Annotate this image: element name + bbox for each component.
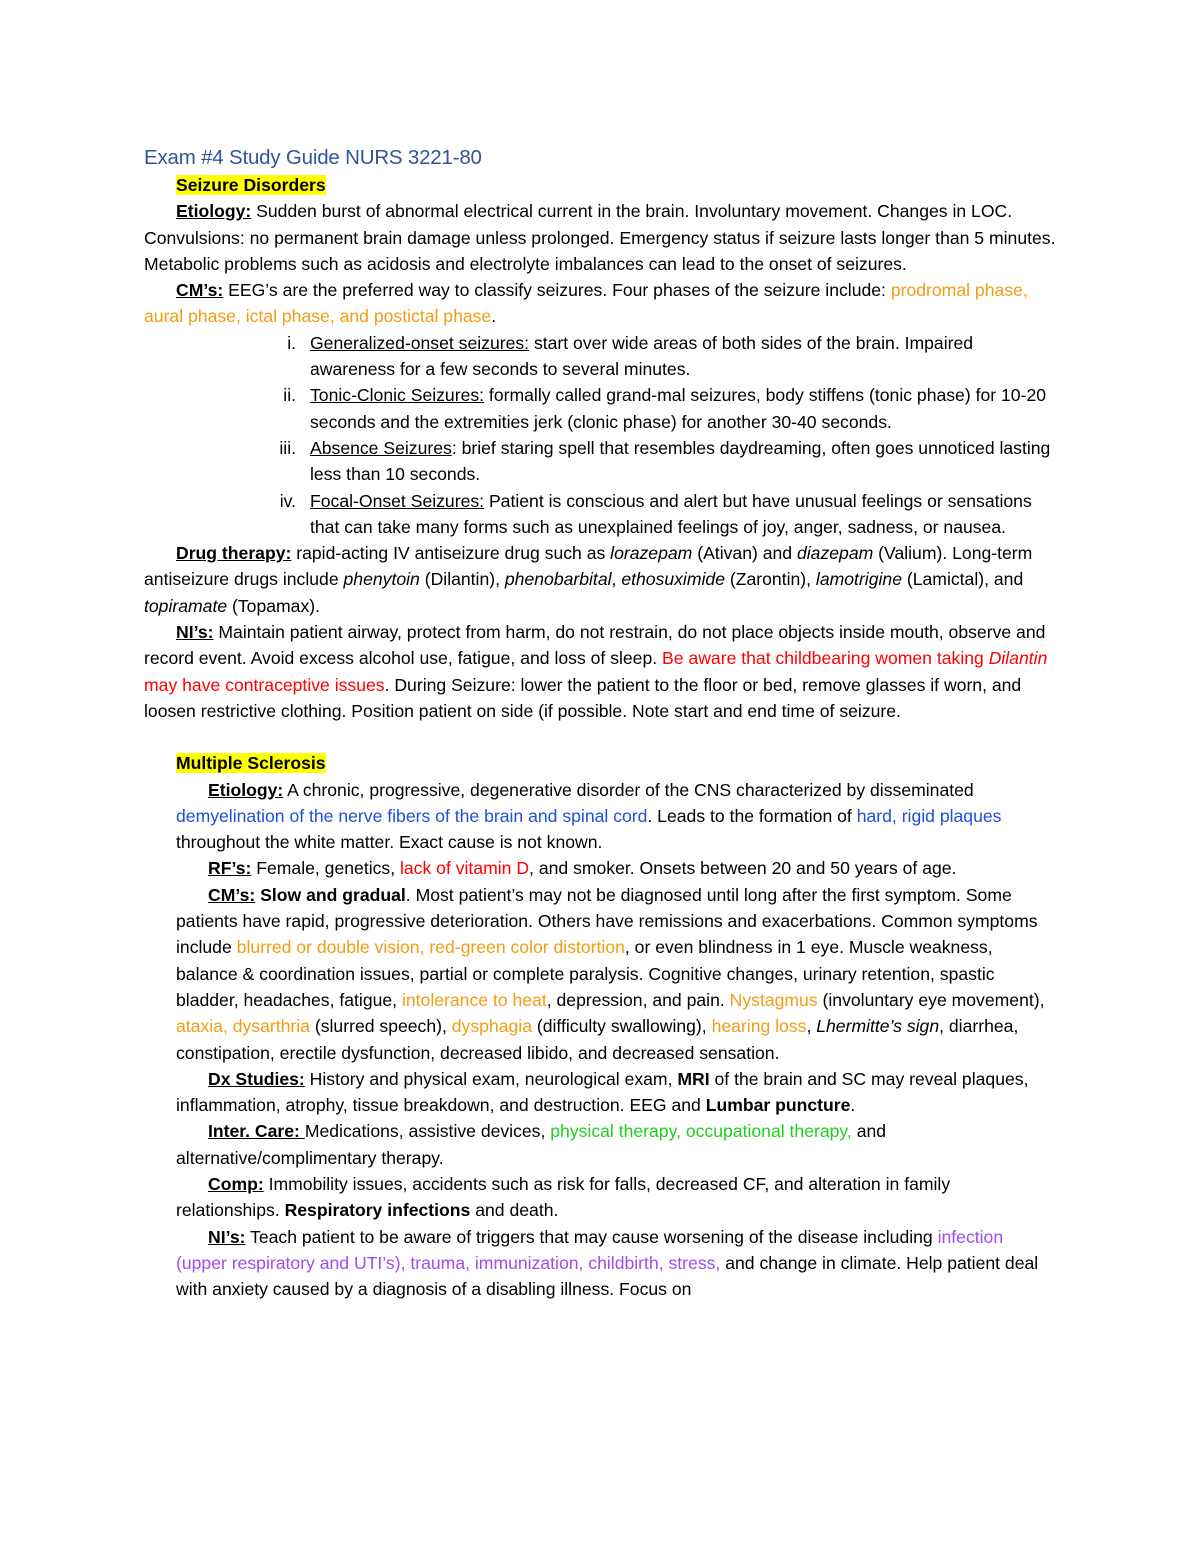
list-text: formally called grand-mal seizures, body stiffens (tonic phase) for 10-20 seconds and the extremities jerk (clonic phase) for another 30-40 seconds. bbox=[310, 385, 1047, 432]
section-heading-seizure bbox=[144, 172, 1056, 198]
list-item bbox=[144, 330, 1056, 383]
drug-text: (Valium). Long-term antiseizure drugs include bbox=[144, 543, 1033, 590]
drug-name: lamotrigine bbox=[815, 569, 902, 590]
cms-text: (difficulty swallowing), bbox=[531, 1016, 712, 1037]
drug-text: , bbox=[611, 569, 622, 590]
ms-cms bbox=[144, 882, 1056, 1066]
dx-text: History and physical exam, neurological exam, bbox=[304, 1068, 678, 1089]
list-term: Generalized-onset seizures: bbox=[310, 332, 530, 353]
drug-name: ethosuximide bbox=[621, 569, 725, 590]
etiology-text: A chronic, progressive, degenerative disorder of the CNS characterized by disseminated bbox=[283, 779, 974, 800]
nis-warning: Be aware that childbearing women taking bbox=[662, 648, 989, 669]
cms-symptom: blurred or double vision, red-green color distortion bbox=[236, 937, 625, 958]
drug-name: topiramate bbox=[144, 595, 228, 616]
drug-text: (Lamictal), and bbox=[901, 569, 1024, 590]
seizure-drug-therapy bbox=[144, 540, 1056, 619]
nis-warning-drug: Dilantin bbox=[988, 648, 1048, 669]
list-number: iv. bbox=[279, 490, 296, 511]
inter-emphasis: physical therapy, occupational therapy, bbox=[550, 1121, 852, 1142]
etiology-text: Sudden burst of abnormal electrical current in the brain. Involuntary movement. Changes in LOC. Convulsions: no permanent brain damage unless prolonged. Emergency status if seizure lasts longer than 5 minutes. Metabolic problems such as acidosis and electrolyte imbalances can lead to the onset of seizures. bbox=[144, 201, 1056, 274]
rfs-emphasis: lack of vitamin D bbox=[399, 858, 530, 879]
list-term: Focal-Onset Seizures: bbox=[310, 490, 485, 511]
cms-text: , bbox=[806, 1016, 817, 1037]
cms-symptom: hearing loss bbox=[711, 1016, 807, 1037]
cms-text: , depression, and pain. bbox=[546, 989, 730, 1010]
cms-symptom: dysphagia bbox=[451, 1016, 532, 1037]
nis-label: NI’s: bbox=[208, 1226, 246, 1247]
ms-inter-care bbox=[144, 1118, 1056, 1171]
seizure-etiology bbox=[144, 198, 1056, 277]
rfs-text: Female, genetics, bbox=[251, 858, 400, 879]
nis-text: . During Seizure: lower the patient to the floor or bed, remove glasses if worn, and loosen restrictive clothing. Position patient on side (if possible. Note start and end time of seizure. bbox=[144, 674, 1022, 721]
etiology-label: Etiology: bbox=[176, 201, 252, 222]
dx-text: of the brain and SC may reveal plaques, inflammation, atrophy, tissue breakdown, and destruction. EEG and bbox=[176, 1068, 1029, 1116]
nis-warning: may have contraceptive issues bbox=[144, 674, 385, 695]
cms-sign: Lhermitte’s sign bbox=[816, 1016, 940, 1037]
heading-text: Multiple Sclerosis bbox=[176, 753, 326, 774]
ms-complications bbox=[144, 1171, 1056, 1224]
heading-text: Seizure Disorders bbox=[176, 175, 326, 195]
drug-text: rapid-acting IV antiseizure drug such as bbox=[291, 543, 611, 564]
seizure-types-list bbox=[144, 330, 1056, 540]
document-body bbox=[144, 144, 1056, 1302]
list-term: Tonic-Clonic Seizures: bbox=[310, 385, 485, 406]
drug-name: diazepam bbox=[796, 543, 874, 564]
etiology-label: Etiology: bbox=[208, 779, 284, 800]
cms-text: , diarrhea, constipation, erectile dysfunction, decreased libido, and decreased sensation. bbox=[176, 1016, 1019, 1063]
comp-text: Immobility issues, accidents such as risk for falls, decreased CF, and alteration in family relationships. bbox=[176, 1173, 951, 1221]
dx-label: Dx Studies: bbox=[208, 1068, 305, 1089]
cms-text: (slurred speech), bbox=[309, 1016, 452, 1037]
etiology-text: throughout the white matter. Exact cause is not known. bbox=[176, 832, 603, 853]
cms-symptom: intolerance to heat bbox=[401, 989, 547, 1010]
list-item bbox=[144, 488, 1056, 541]
comp-text: and death. bbox=[470, 1200, 559, 1221]
etiology-emphasis: hard, rigid plaques bbox=[856, 805, 1002, 826]
nis-text: Teach patient to be aware of triggers that may cause worsening of the disease including bbox=[245, 1226, 938, 1247]
list-term: Absence Seizures bbox=[310, 437, 452, 458]
inter-text: Medications, assistive devices, bbox=[304, 1121, 551, 1142]
list-text: : brief staring spell that resembles daydreaming, often goes unnoticed lasting less than 10 seconds. bbox=[310, 437, 1051, 485]
inter-label: Inter. Care: bbox=[208, 1121, 305, 1142]
list-item bbox=[144, 382, 1056, 435]
rfs-text: , and smoker. Onsets between 20 and 50 years of age. bbox=[529, 858, 957, 879]
dx-bold: MRI bbox=[677, 1068, 710, 1089]
cms-phases: prodromal phase, aural phase, ictal phase, and postictal phase bbox=[144, 280, 1028, 327]
cms-end: . bbox=[491, 306, 497, 327]
cms-text: , or even blindness in 1 eye. Muscle weakness, balance & coordination issues, partial or complete paralysis. Cognitive changes, urinary retention, spastic bladder, headaches, fatigue, bbox=[176, 937, 995, 1010]
inter-text: and alternative/complimentary therapy. bbox=[176, 1121, 887, 1168]
cms-label: CM’s: bbox=[176, 280, 224, 301]
list-text: start over wide areas of both sides of the brain. Impaired awareness for a few seconds to several minutes. bbox=[310, 332, 974, 380]
cms-symptom: ataxia, dysarthria bbox=[176, 1016, 310, 1037]
cms-label: CM’s: bbox=[208, 884, 256, 905]
etiology-text: . Leads to the formation of bbox=[647, 805, 857, 826]
drug-text: (Dilantin), bbox=[419, 569, 505, 590]
ms-dx-studies bbox=[144, 1066, 1056, 1119]
list-item bbox=[144, 435, 1056, 488]
seizure-nursing-interventions bbox=[144, 619, 1056, 724]
ms-nursing-interventions bbox=[144, 1224, 1056, 1303]
cms-text: EEG’s are the preferred way to classify seizures. Four phases of the seizure include: bbox=[223, 280, 891, 301]
ms-risk-factors bbox=[144, 855, 1056, 881]
list-number: i. bbox=[287, 332, 296, 353]
drug-name: phenobarbital bbox=[504, 569, 612, 590]
dx-text: . bbox=[850, 1095, 856, 1116]
cms-text: (involuntary eye movement), bbox=[817, 989, 1045, 1010]
nis-triggers: infection (upper respiratory and UTI’s), trauma, immunization, childbirth, stress, bbox=[176, 1226, 1004, 1273]
spacer bbox=[144, 724, 1056, 750]
nis-text: and change in climate. Help patient deal with anxiety caused by a diagnosis of a disabling illness. Focus on bbox=[176, 1252, 1039, 1300]
drug-label: Drug therapy: bbox=[176, 543, 292, 564]
seizure-cms bbox=[144, 277, 1056, 330]
drug-name: phenytoin bbox=[343, 569, 420, 590]
page-title: Exam #4 Study Guide NURS 3221-80 bbox=[144, 146, 482, 169]
cms-text: . Most patient’s may not be diagnosed until long after the first symptom. Some patients have rapid, progressive deterioration. Others have remissions and exacerbations. Common symptoms include bbox=[176, 884, 1038, 958]
etiology-emphasis: demyelination of the nerve fibers of the brain and spinal cord bbox=[176, 805, 648, 826]
nis-text: Maintain patient airway, protect from harm, do not restrain, do not place objects inside mouth, observe and record event. Avoid excess alcohol use, fatigue, and loss of sleep. bbox=[144, 622, 1046, 669]
cms-bold: Slow and gradual bbox=[255, 884, 406, 905]
dx-bold: Lumbar puncture bbox=[705, 1095, 851, 1116]
list-number: ii. bbox=[283, 385, 296, 406]
drug-text: (Zarontin), bbox=[724, 569, 816, 590]
ms-etiology bbox=[144, 777, 1056, 856]
comp-label: Comp: bbox=[208, 1173, 264, 1194]
comp-bold: Respiratory infections bbox=[284, 1200, 471, 1221]
drug-text: (Ativan) and bbox=[692, 543, 797, 564]
cms-symptom: Nystagmus bbox=[729, 989, 818, 1010]
list-text: Patient is conscious and alert but have unusual feelings or sensations that can take many forms such as unexplained feelings of joy, anger, sadness, or nausea. bbox=[310, 490, 1032, 537]
nis-label: NI’s: bbox=[176, 622, 214, 643]
drug-text: (Topamax). bbox=[227, 595, 321, 616]
list-number: iii. bbox=[279, 437, 296, 458]
section-heading-ms bbox=[144, 750, 1056, 776]
drug-name: lorazepam bbox=[610, 543, 693, 564]
rfs-label: RF’s: bbox=[208, 858, 252, 879]
